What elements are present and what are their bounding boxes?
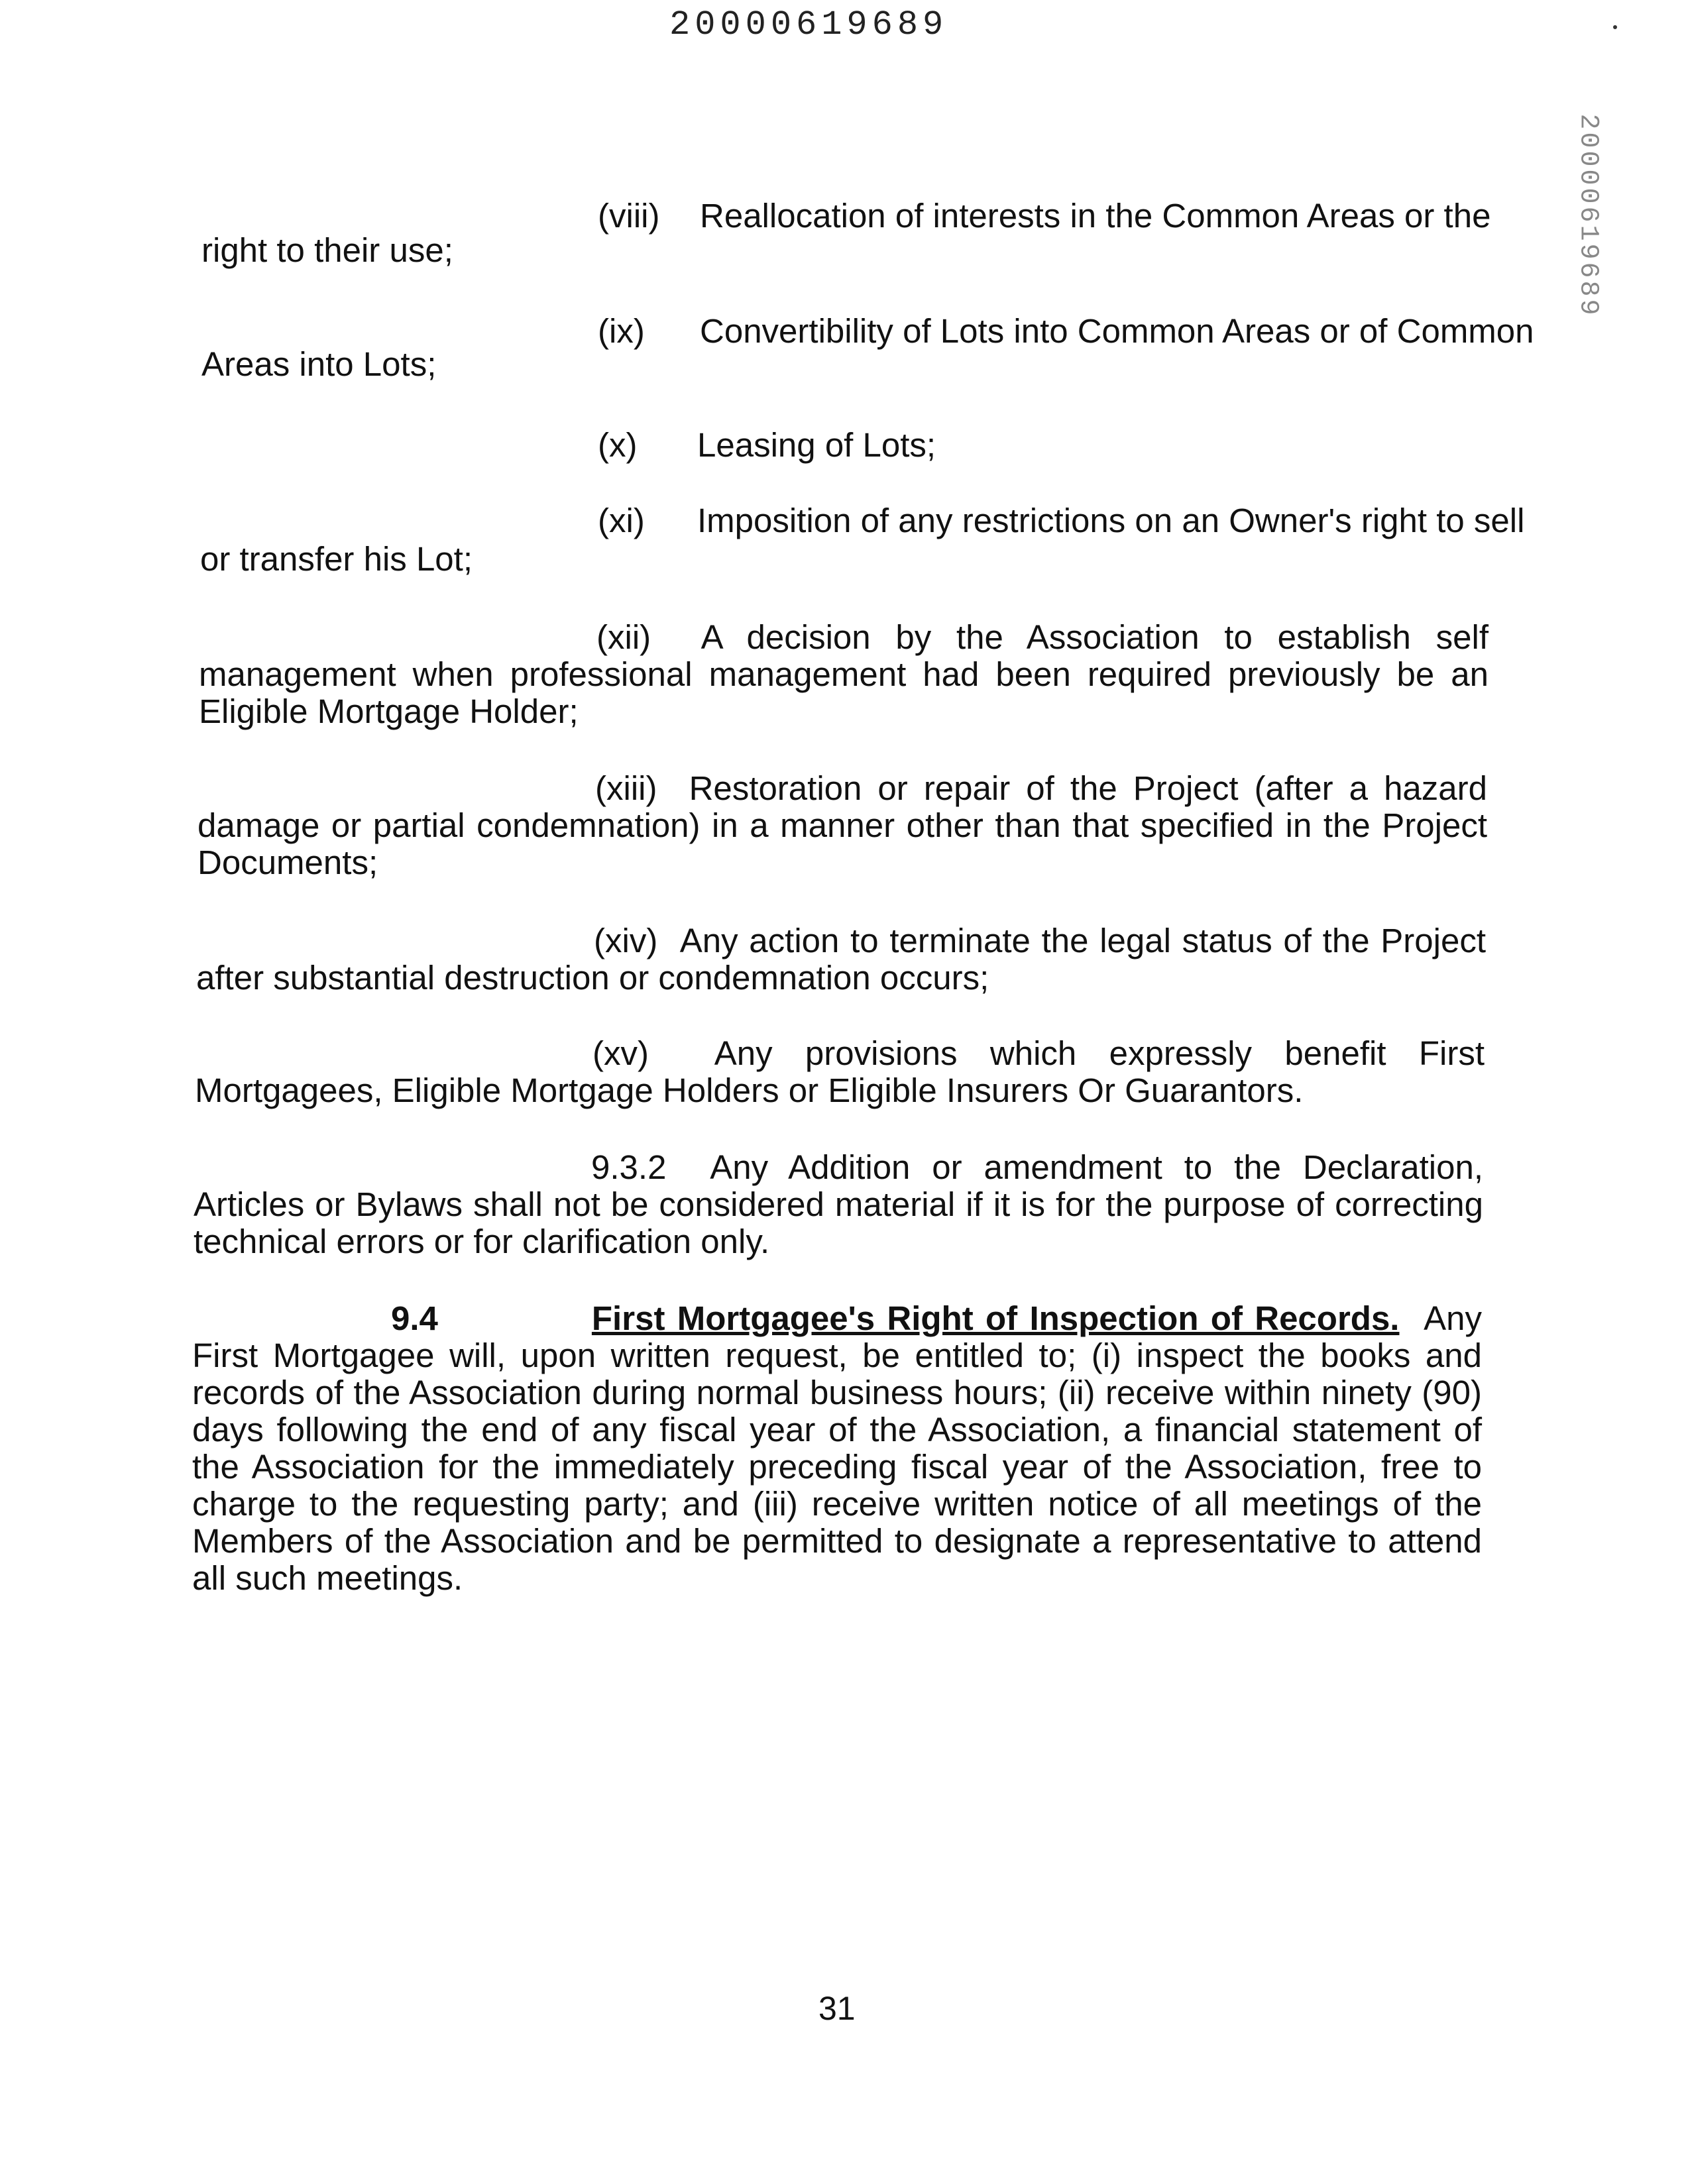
- item-ix-text: Convertibility of Lots into Common Areas or of Common: [700, 312, 1534, 350]
- margin-dot: [1613, 25, 1617, 29]
- item-xiii-paragraph: [197, 770, 1487, 881]
- item-xi-number: (xi): [598, 502, 645, 539]
- item-viii-number: (viii): [598, 197, 660, 235]
- item-xiv-number: (xiv): [594, 922, 658, 959]
- section-9-3-2-text: Any Addition or amendment to the Declaration, Articles or Bylaws shall not be considered material if it is for the purpose of correcting technical errors or for clarification only.: [194, 1148, 1483, 1260]
- item-xv-text: Any provisions which expressly benefit First Mortgagees, Eligible Mortgage Holders or Eligible Insurers Or Guarantors.: [195, 1034, 1485, 1109]
- side-stamp: [1564, 99, 1612, 331]
- section-9-3-2-paragraph: [194, 1149, 1483, 1260]
- section-9-4-text: Any First Mortgagee will, upon written request, be entitled to; (i) inspect the books and records of the Association during normal business hours; (ii) receive within ninety (90) days following the end of any fiscal year of the Association, a financial statement of the Association for the immediately preceding fiscal year of the Association, free to charge to the requesting party; and (iii) receive written notice of all meetings of the Members of the Association and be permitted to designate a representative to attend all such meetings.: [192, 1299, 1482, 1597]
- item-xiv-text: Any action to terminate the legal status of the Project after substantial destruction or condemnation occurs;: [196, 922, 1486, 997]
- item-xii-text: A decision by the Association to establish self management when professional management had been required previously be an Eligible Mortgage Holder;: [199, 618, 1489, 730]
- item-xv-number: (xv): [592, 1034, 649, 1072]
- item-x-text: Leasing of Lots;: [697, 426, 936, 464]
- section-9-4-title: First Mortgagee's Right of Inspection of Records.: [591, 1299, 1400, 1337]
- item-xi-text: Imposition of any restrictions on an Owner's right to sell: [697, 502, 1525, 539]
- item-ix-number: (ix): [598, 312, 645, 350]
- item-xv-paragraph: [195, 1035, 1485, 1109]
- section-9-3-2-number: 9.3.2: [591, 1148, 667, 1186]
- item-ix-continuation: Areas into Lots;: [201, 345, 437, 383]
- section-9-4-paragraph: [192, 1300, 1482, 1597]
- item-xii-number: (xii): [596, 618, 651, 656]
- page-number: 31: [818, 1990, 856, 2027]
- item-xii-paragraph: [199, 619, 1489, 730]
- side-stamp-text: 20000619689: [1573, 113, 1603, 318]
- document-stamp: 20000619689: [669, 5, 948, 44]
- item-xi-continuation: or transfer his Lot;: [200, 540, 473, 578]
- item-viii-continuation: right to their use;: [201, 231, 453, 269]
- section-9-4-number: 9.4: [391, 1299, 438, 1337]
- item-viii-text: Reallocation of interests in the Common Areas or the: [700, 197, 1491, 235]
- item-x-number: (x): [598, 426, 638, 464]
- item-xiv-paragraph: [196, 922, 1486, 997]
- item-xiii-number: (xiii): [595, 769, 657, 807]
- item-xiii-text: Restoration or repair of the Project (after a hazard damage or partial condemnation) in a manner other than that specified in the Project Documents;: [197, 769, 1488, 881]
